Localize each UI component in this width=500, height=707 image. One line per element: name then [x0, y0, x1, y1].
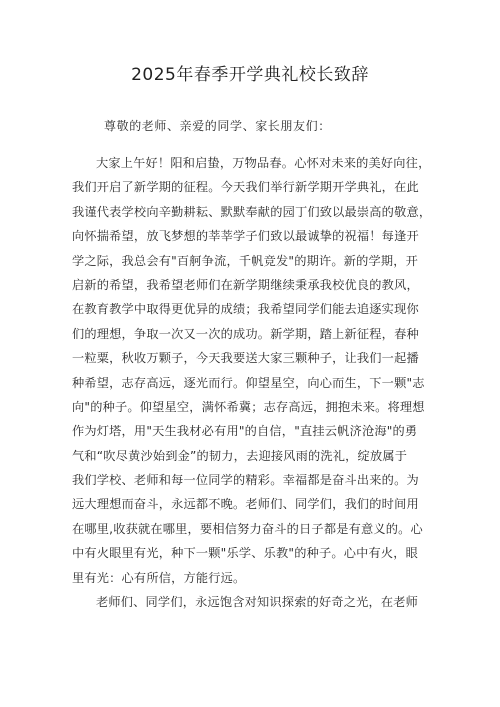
- paragraph-line: 气和“吹尽黄沙始到金”的韧力，去迎接风雨的洗礼，绽放属于: [72, 448, 408, 463]
- paragraph-line: 大家上午好！阳和启蛰，万物品春。心怀对未来的美好向往，: [96, 156, 431, 170]
- paragraph-line: 向怀揣希望，放飞梦想的莘莘学子们致以最诚挚的祝福！每逢开: [72, 229, 419, 244]
- paragraph-line: 一粒粟，秋收万颗子，今天我要送大家三颗种子，让我们一起播: [72, 351, 419, 366]
- paragraph-line: 作为灯塔，用"天生我材必有用"的自信，"直挂云帆济沧海"的勇: [72, 424, 418, 439]
- document-title: 2025年春季开学典礼校长致辞: [131, 65, 369, 85]
- paragraph-line: 远大理想而奋斗，永远都不晚。老师们、同学们，我们的时间用: [72, 497, 419, 512]
- speech-body: [72, 151, 444, 614]
- paragraph-line: 学之际，我总会有"百舸争流，千帆竞发"的期许。新的学期，开: [72, 253, 419, 268]
- paragraph-line: 我们学校、老师和每一位同学的精彩。幸福都是奋斗出来的。为: [72, 473, 419, 488]
- paragraph-line: 启新的希望，我希望老师们在新学期继续秉承我校优良的教风，: [72, 277, 419, 292]
- paragraph-line: 在哪里,收获就在哪里，要相信努力奋斗的日子都是有意义的。心: [72, 521, 423, 536]
- paragraph-line: 里有光：心有所信，方能行远。: [72, 570, 246, 585]
- paragraph-line: 老师们、同学们，永远饱含对知识探索的好奇之光，在老师: [96, 595, 419, 610]
- salutation: 尊敬的老师、亲爱的同学、家长朋友们：: [104, 119, 331, 133]
- paragraph-line: 们的理想，争取一次又一次的成功。新学期，踏上新征程，春种: [72, 326, 419, 341]
- paragraph-line: 种希望，志存高远，逐光而行。仰望星空，向心而生，下一颗"志: [72, 375, 425, 390]
- paragraph-line: 我们开启了新学期的征程。今天我们举行新学期开学典礼，在此: [72, 180, 419, 195]
- paragraph-line: 在教育教学中取得更优异的成绩；我希望同学们能去追逐实现你: [72, 302, 419, 317]
- paragraph-line: 中有火眼里有光，种下一颗"乐学、乐教"的种子。心中有火，眼: [72, 546, 419, 561]
- paragraph-line: 向"的种子。仰望星空，满怀希冀；志存高远，拥抱未来。将理想: [72, 399, 425, 414]
- paragraph-line: 我谨代表学校向辛勤耕耘、默默奉献的园丁们致以最崇高的敬意，: [72, 204, 432, 219]
